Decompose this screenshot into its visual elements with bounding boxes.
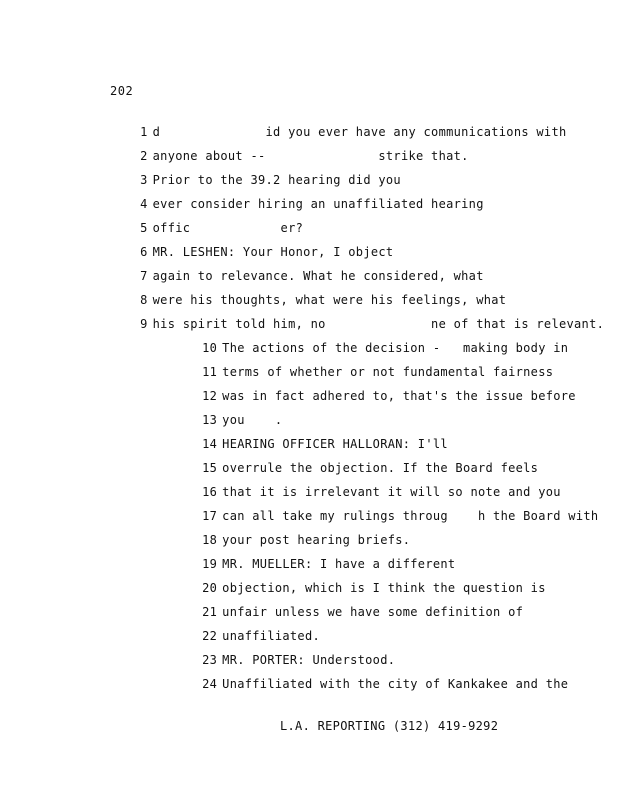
line-number: 18 xyxy=(202,533,218,547)
line-text: that it is irrelevant it will so note and you xyxy=(222,485,561,499)
line-text: Unaffiliated with the city of Kankakee and the xyxy=(222,677,569,691)
line-text: were his thoughts, what were his feelings, what xyxy=(152,293,507,307)
line-number: 10 xyxy=(202,341,218,355)
line-number: 15 xyxy=(202,461,218,475)
reporter-footer: L.A. REPORTING (312) 419-9292 xyxy=(280,719,499,733)
line-text: your post hearing briefs. xyxy=(222,533,411,547)
line-number: 21 xyxy=(202,605,218,619)
line-number: 19 xyxy=(202,557,218,571)
line-number: 16 xyxy=(202,485,218,499)
line-text: The actions of the decision - making body in xyxy=(222,341,569,355)
line-text: unfair unless we have some definition of xyxy=(222,605,524,619)
line-number: 3 xyxy=(140,173,148,187)
line-number: 14 xyxy=(202,437,218,451)
line-number: 8 xyxy=(140,293,148,307)
line-text: you . xyxy=(222,413,283,427)
line-text: Prior to the 39.2 hearing did you xyxy=(152,173,401,187)
line-number: 22 xyxy=(202,629,218,643)
line-text: terms of whether or not fundamental fairness xyxy=(222,365,554,379)
line-number: 23 xyxy=(202,653,218,667)
line-text: offic er? xyxy=(152,221,304,235)
line-text: can all take my rulings throug h the Board with xyxy=(222,509,599,523)
line-text: again to relevance. What he considered, what xyxy=(152,269,484,283)
line-number: 9 xyxy=(140,317,148,331)
page-number: 202 xyxy=(110,84,134,98)
line-text: objection, which is I think the question is xyxy=(222,581,546,595)
line-text: MR. MUELLER: I have a different xyxy=(222,557,456,571)
line-text: overrule the objection. If the Board feels xyxy=(222,461,539,475)
line-number: 24 xyxy=(202,677,218,691)
line-number: 6 xyxy=(140,245,148,259)
line-number: 1 xyxy=(140,125,148,139)
line-text: his spirit told him, no ne of that is relevant. xyxy=(152,317,605,331)
line-text: ever consider hiring an unaffiliated hearing xyxy=(152,197,484,211)
line-text: MR. LESHEN: Your Honor, I object xyxy=(152,245,394,259)
line-number: 20 xyxy=(202,581,218,595)
line-text: d id you ever have any communications with xyxy=(152,125,567,139)
line-text: was in fact adhered to, that's the issue before xyxy=(222,389,576,403)
line-number: 17 xyxy=(202,509,218,523)
line-number: 12 xyxy=(202,389,218,403)
line-number: 2 xyxy=(140,149,148,163)
line-text: HEARING OFFICER HALLORAN: I'll xyxy=(222,437,448,451)
transcript-line-24 xyxy=(172,660,568,708)
line-text: anyone about -- strike that. xyxy=(152,149,469,163)
line-number: 13 xyxy=(202,413,218,427)
line-text: MR. PORTER: Understood. xyxy=(222,653,396,667)
line-text: unaffiliated. xyxy=(222,629,320,643)
line-number: 11 xyxy=(202,365,218,379)
line-number: 7 xyxy=(140,269,148,283)
line-number: 4 xyxy=(140,197,148,211)
line-number: 5 xyxy=(140,221,148,235)
